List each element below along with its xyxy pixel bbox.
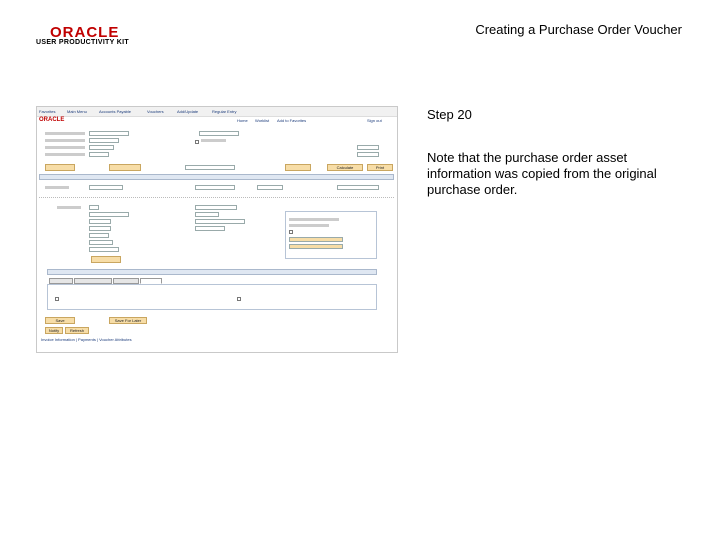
shipto-field[interactable]	[89, 138, 119, 143]
gross-amount-field[interactable]	[199, 131, 239, 136]
save-button[interactable]: Save	[45, 317, 75, 324]
close-checkbox[interactable]	[289, 230, 293, 234]
breadcrumb-bar	[37, 107, 397, 117]
breadcrumb-item[interactable]: Main Menu	[67, 109, 87, 114]
field-label	[45, 132, 85, 135]
po-number-field[interactable]	[195, 185, 235, 190]
field-label	[57, 206, 81, 209]
distribute-by-select[interactable]	[89, 212, 129, 217]
po-detail	[289, 224, 329, 227]
breadcrumb-item[interactable]: Favorites	[39, 109, 56, 114]
description-field[interactable]	[195, 219, 245, 224]
notify-button[interactable]: Notify	[45, 327, 63, 334]
action-select[interactable]	[185, 165, 235, 170]
refresh-button[interactable]: Refresh	[65, 327, 89, 334]
incomplete-checkbox[interactable]	[195, 140, 199, 144]
row-checkbox[interactable]	[55, 297, 59, 301]
packing-slip-field[interactable]	[195, 226, 225, 231]
line-amount-field[interactable]	[89, 247, 119, 252]
withholding-field[interactable]	[89, 152, 109, 157]
supplier-field[interactable]	[89, 131, 129, 136]
distribution-grid-header	[47, 269, 377, 275]
application-screenshot	[36, 106, 398, 353]
footer-links[interactable]: Invoice Information | Payments | Voucher Attributes	[41, 337, 132, 342]
action-button[interactable]	[45, 164, 75, 171]
total-field[interactable]	[357, 145, 379, 150]
copy-from-bar	[39, 174, 394, 180]
po-link-1[interactable]	[289, 237, 343, 242]
line-action-button[interactable]	[91, 256, 121, 263]
field-label	[45, 139, 85, 142]
copy-button-field[interactable]	[257, 185, 283, 190]
toplink-worklist[interactable]: Worklist	[255, 118, 270, 123]
section-divider	[39, 197, 394, 198]
item-field[interactable]	[195, 212, 219, 217]
uom-field[interactable]	[89, 233, 109, 238]
asset-checkbox[interactable]	[237, 297, 241, 301]
toplink-home[interactable]: Home	[237, 118, 248, 123]
toplink-favorites[interactable]: Add to Favorites	[277, 118, 307, 123]
po-detail	[289, 218, 339, 221]
ship-to-field[interactable]	[195, 205, 237, 210]
difference-field[interactable]	[357, 152, 379, 157]
document-title: Creating a Purchase Order Voucher	[475, 22, 682, 37]
toplink-signout[interactable]: Sign out	[367, 118, 382, 123]
field-label	[45, 153, 85, 156]
upk-logo-text: USER PRODUCTIVITY KIT	[36, 39, 129, 46]
quantity-field[interactable]	[89, 226, 111, 231]
line-field[interactable]	[89, 205, 99, 210]
print-button[interactable]: Print	[367, 164, 393, 171]
field-label	[45, 186, 69, 189]
breadcrumb-item[interactable]: Accounts Payable	[99, 109, 132, 114]
copy-option-select[interactable]	[337, 185, 379, 190]
oracle-logo-text: ORACLE	[50, 24, 120, 41]
sku-field[interactable]	[89, 219, 111, 224]
po-unit-field[interactable]	[89, 185, 123, 190]
field-label	[45, 146, 85, 149]
unit-price-field[interactable]	[89, 240, 113, 245]
field-label	[201, 139, 226, 142]
po-link-2[interactable]	[289, 244, 343, 249]
location-field[interactable]	[89, 145, 114, 150]
calculate-button[interactable]: Calculate	[327, 164, 363, 171]
run-button[interactable]	[285, 164, 311, 171]
breadcrumb-item[interactable]: Regular Entry	[212, 109, 237, 114]
distribution-grid	[47, 284, 377, 310]
breadcrumb-item[interactable]: Vouchers	[147, 109, 164, 114]
breadcrumb-item[interactable]: Add/Update	[177, 109, 199, 114]
step-label: Step 20	[427, 107, 472, 122]
oracle-upk-logo	[36, 24, 156, 48]
step-note: Note that the purchase order asset information was copied from the original purchase order.	[427, 150, 657, 197]
save-for-later-button[interactable]: Save For Later	[109, 317, 147, 324]
action-button[interactable]	[109, 164, 141, 171]
app-logo: ORACLE	[39, 117, 65, 123]
